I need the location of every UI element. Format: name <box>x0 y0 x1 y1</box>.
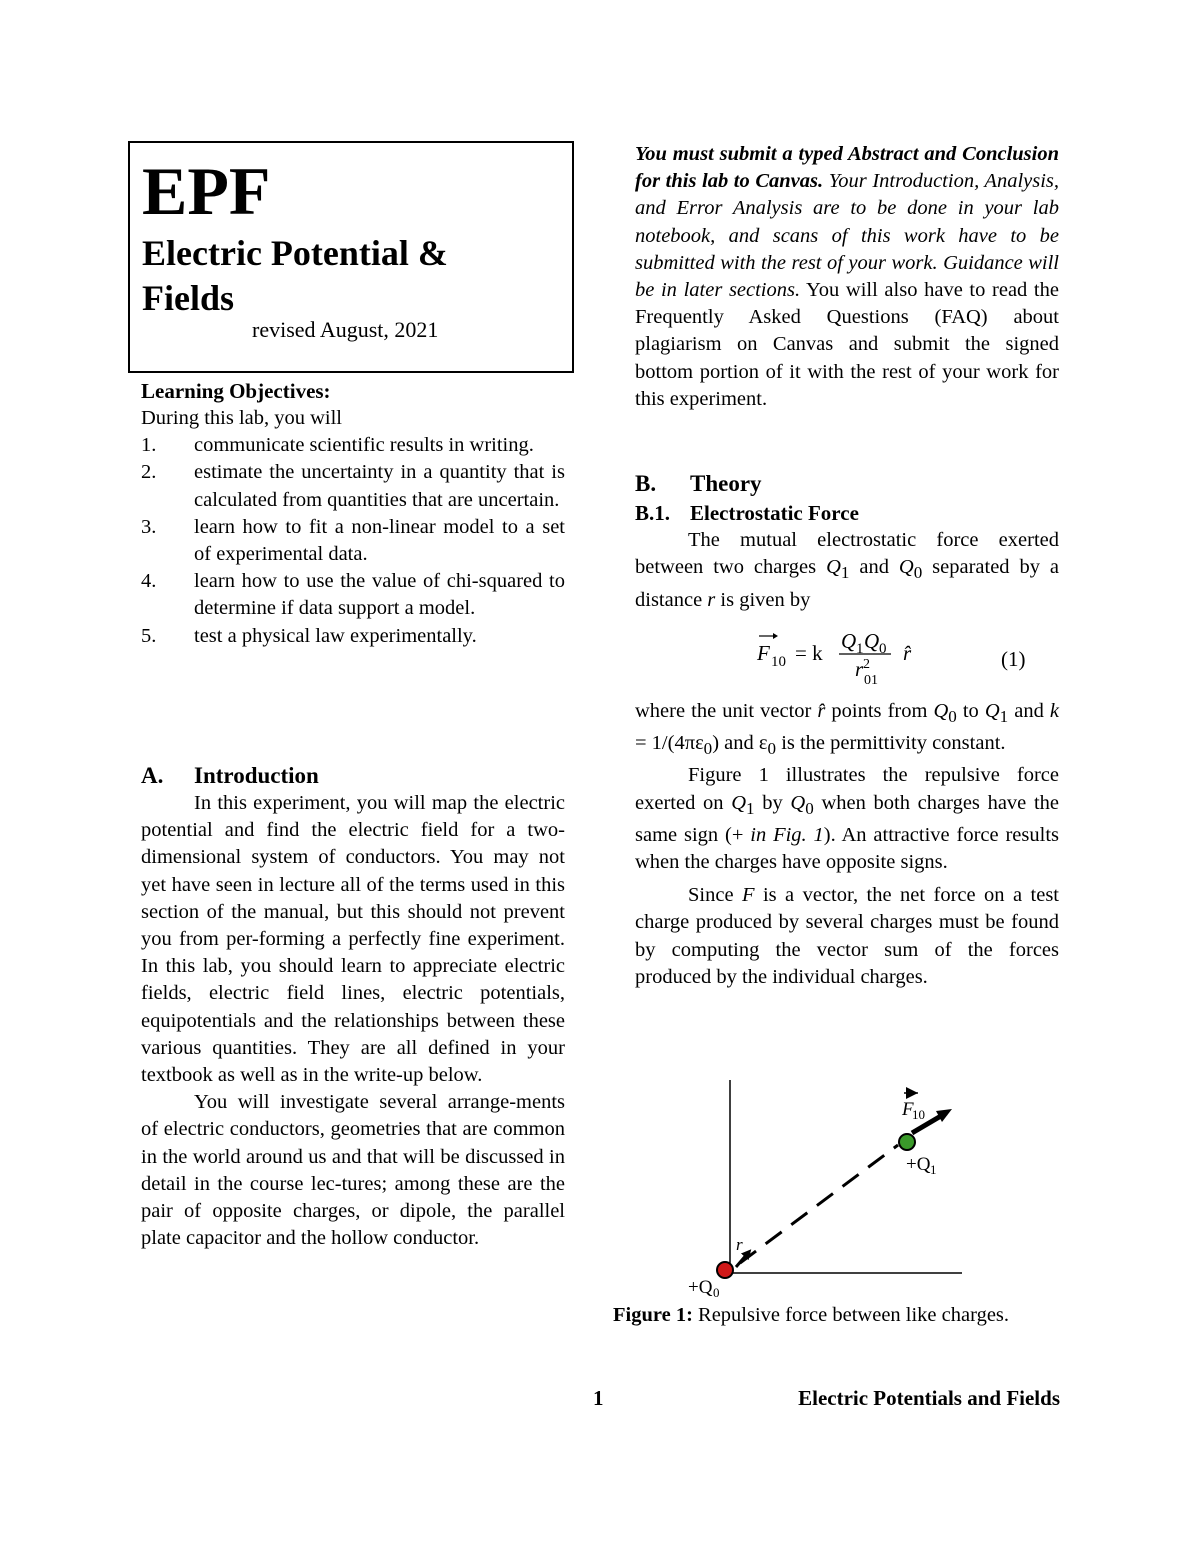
introduction-heading: A. Introduction <box>141 763 319 788</box>
list-item: 2. estimate the uncertainty in a quantity that is calculated from quantities that are uncertain. <box>141 461 565 511</box>
force-label-arrowhead-icon <box>906 1087 918 1099</box>
q0-label-sub: 0 <box>713 1285 720 1300</box>
footer-title: Electric Potentials and Fields <box>798 1386 1060 1410</box>
eq-den-sub: 01 <box>864 672 878 688</box>
introduction-paragraph: In this experiment, you will map the electric potential and find the electric field for a two-dimensional system of conductors. You may not yet have seen in lecture all of the terms used in this section of the manual, but this should not prevent you from per-forming a perfectly fine experiment. In this lab, you should learn to appreciate electric fields, electric field lines, electric potentials, equipotentials and the relationships between these various quantities. They are all defined in your textbook as well as in the write-up below. <box>141 792 565 1087</box>
doc-code: EPF <box>142 153 271 229</box>
separation-line <box>740 1145 898 1263</box>
theory-heading: B. Theory <box>635 471 762 496</box>
repulsive-force-diagram <box>688 1075 980 1300</box>
submission-note <box>635 141 1059 413</box>
caption-label: Figure 1: <box>613 1304 693 1326</box>
eq-num-q0: Q <box>864 628 880 653</box>
figure-caption <box>613 1301 1041 1329</box>
charge-q1-icon <box>899 1134 915 1150</box>
eq-unit-vector: r̂ <box>903 640 912 665</box>
page-number: 1 <box>593 1386 604 1410</box>
revision-date: revised August, 2021 <box>252 317 439 342</box>
eq-num-q1-sub: 1 <box>856 640 864 657</box>
learning-objectives-heading: Learning Objectives: <box>141 379 331 403</box>
introduction-paragraph: You will investigate several arrange-ments of electric conductors, geometries that are common in the world around us and that will be discussed in detail in the course lec-tures; among these are the pair of opposite charges, or dipole, the parallel plate capacitor and the hollow conductor. <box>141 1091 565 1250</box>
electrostatic-force-heading: B.1. Electrostatic Force <box>635 501 859 525</box>
theory-paragraph: where the unit vector r̂ points from $Q_0$ to $Q_1$ and $k = 1/(4\pi\varepsilon_0)$ and $\varepsilon_0$ is the permittivity constant. <box>635 699 1060 759</box>
force-label-sub: 10 <box>912 1107 925 1122</box>
coulomb-equation <box>635 614 1059 698</box>
equation-1 <box>635 614 1059 698</box>
theory-paragraph: Since F is a vector, the net force on a test charge produced by several charges must be found by computing the vector sum of the forces produced by the individual charges. <box>635 884 1059 988</box>
q1-label-plus: +Q <box>906 1154 931 1175</box>
figure-1 <box>688 1075 980 1300</box>
list-item: 3. learn how to fit a non-linear model to a set of experimental data. <box>141 515 565 566</box>
eq-num-q1: Q <box>841 628 857 653</box>
q1-label-sub: 1 <box>930 1162 937 1177</box>
theory-paragraph: Figure 1 illustrates the repulsive force exerted on $Q_1$ by $Q_0$ when both charges have the same sign (+ in Fig. 1). An attractive force results when the charges have opposite signs. <box>635 764 1060 873</box>
submission-faq: You will also have to read the Frequently Asked Questions (FAQ) about plagiarism on Canvas and submit the signed bottom portion of it with the rest of your work for this experiment. <box>635 279 1059 410</box>
eq-force-sub: 10 <box>771 653 786 670</box>
unit-vector-label: r <box>736 1235 743 1254</box>
list-item: 4. learn how to use the value of chi-squared to determine if data support a model. <box>141 570 565 620</box>
caption-text: Repulsive force between like charges. <box>692 1304 1010 1326</box>
equation-number: (1) <box>1001 646 1026 671</box>
learning-objectives <box>141 378 565 650</box>
eq-den-r: r <box>855 656 864 681</box>
force-label: F <box>902 1099 914 1120</box>
submission-required: You must submit a typed Abstract and Conclusion for this lab to Canvas. <box>635 143 1059 193</box>
introduction-section <box>141 762 565 1252</box>
list-item: 5. test a physical law experimentally. <box>141 624 477 647</box>
objective-list <box>141 432 565 650</box>
learning-objectives-intro: During this lab, you will <box>141 407 343 429</box>
vector-arrowhead-icon <box>773 633 778 639</box>
title-box <box>128 141 574 373</box>
theory-paragraph: The mutual electrostatic force exerted between two charges $Q_1$ and $Q_0$ separated by a distance r is given by <box>635 529 1060 611</box>
doc-title: Electric Potential & Fields <box>142 233 448 318</box>
eq-den-sq: 2 <box>863 656 870 672</box>
eq-num-q0-sub: 0 <box>879 640 887 657</box>
list-item: 1. communicate scientific results in writing. <box>141 434 534 457</box>
theory-section <box>635 470 1059 991</box>
submission-notebook: Your Introduction, Analysis, and Error Analysis are to be done in your lab notebook, and scans of this work have to be submitted with the rest of your work. Guidance will be in later sections. <box>635 170 1060 302</box>
q0-label: +Q <box>688 1277 713 1298</box>
eq-force-symbol: F <box>757 640 770 665</box>
eq-equals-k: = k <box>795 640 823 665</box>
charge-q0-icon <box>717 1262 733 1278</box>
